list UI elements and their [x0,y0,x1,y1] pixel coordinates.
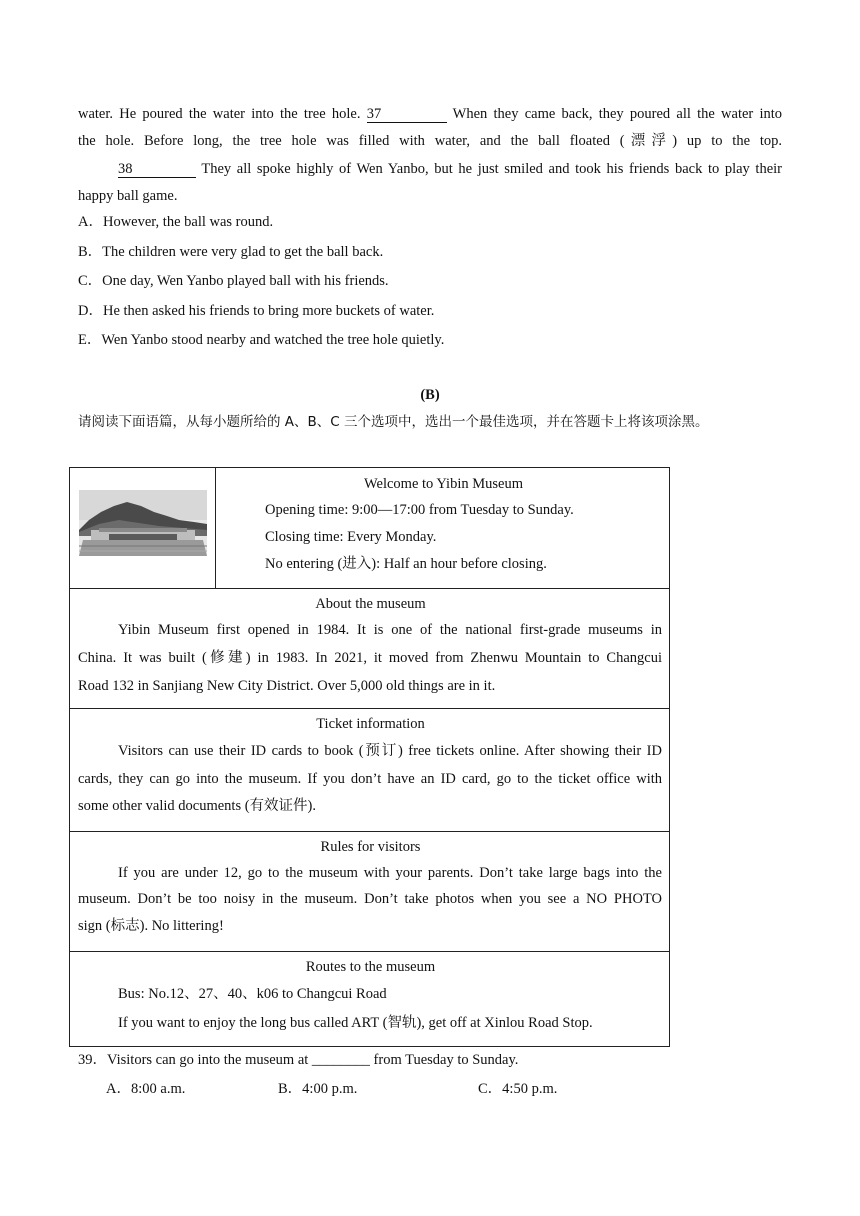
routes-title: Routes to the museum [305,959,436,975]
option-c: C．One day, Wen Yanbo played ball with his friends. [78,273,389,289]
closing-time: Closing time: Every Monday. [265,529,437,545]
rules-line: sign (标志). No littering! [78,918,224,934]
option-b: B．The children were very glad to get the ball back. [78,244,384,260]
about-line: Yibin Museum first opened in 1984. It is one of the national first-grade museums in [118,622,662,638]
passage-line-4: happy ball game. [78,188,178,204]
about-line: China. It was built (修建) in 1983. In 2021, it moved from Zhenwu Mountain to Changcui [78,650,662,666]
no-entering: No entering (进入): Half an hour before closing. [265,556,547,572]
blank-38: 38 [118,161,196,178]
option-e: E．Wen Yanbo stood nearby and watched the tree hole quietly. [78,332,445,348]
museum-info-table [69,467,670,1047]
ticket-line: Visitors can use their ID cards to book (预订) free tickets online. After showing their ID [118,743,662,759]
passage-line-3 [118,159,782,179]
q39-option-a[interactable]: A．8:00 a.m. [106,1081,186,1097]
section-instruction: 请阅读下面语篇，从每小题所给的 A、B、C 三个选项中，选出一个最佳选项，并在答题卡上将该项涂黑。 [78,414,709,430]
about-title: About the museum [315,596,426,612]
passage-text: When they came back, they poured all the water into [452,106,783,122]
ticket-line: cards, they can go into the museum. If you don’t have an ID card, go to the ticket office with [78,771,662,787]
welcome-title: Welcome to Yibin Museum [364,476,523,492]
routes-line: Bus: No.12、27、40、k06 to Changcui Road [118,986,387,1002]
opening-time: Opening time: 9:00—17:00 from Tuesday to Sunday. [265,502,574,518]
question-39-stem: 39．Visitors can go into the museum at ________ from Tuesday to Sunday. [78,1052,519,1068]
option-d: D．He then asked his friends to bring more buckets of water. [78,303,435,319]
rules-line: If you are under 12, go to the museum with your parents. Don’t take large bags into the [118,865,662,881]
ticket-line: some other valid documents (有效证件). [78,798,316,814]
blank-37: 37 [367,106,447,123]
about-line: Road 132 in Sanjiang New City District. Over 5,000 old things are in it. [78,678,496,694]
q39-option-b[interactable]: B．4:00 p.m. [278,1081,358,1097]
q39-option-c[interactable]: C．4:50 p.m. [478,1081,558,1097]
ticket-title: Ticket information [316,716,425,732]
rules-line: museum. Don’t be too noisy in the museum. Don’t take photos when you see a NO PHOTO [78,891,662,907]
section-heading: (B) [420,387,440,403]
passage-line-1 [78,104,782,124]
passage-text: water. He poured the water into the tree hole. [78,106,361,122]
passage-text: They all spoke highly of Wen Yanbo, but he just smiled and took his friends back to play their [201,161,783,177]
routes-line: If you want to enjoy the long bus called ART (智轨), get off at Xinlou Road Stop. [118,1015,593,1031]
option-a: A．However, the ball was round. [78,214,274,230]
passage-line-2: the hole. Before long, the tree hole was filled with water, and the ball floated (漂浮) up to the top. [78,133,782,149]
museum-photo [79,490,207,556]
rules-title: Rules for visitors [320,839,421,855]
